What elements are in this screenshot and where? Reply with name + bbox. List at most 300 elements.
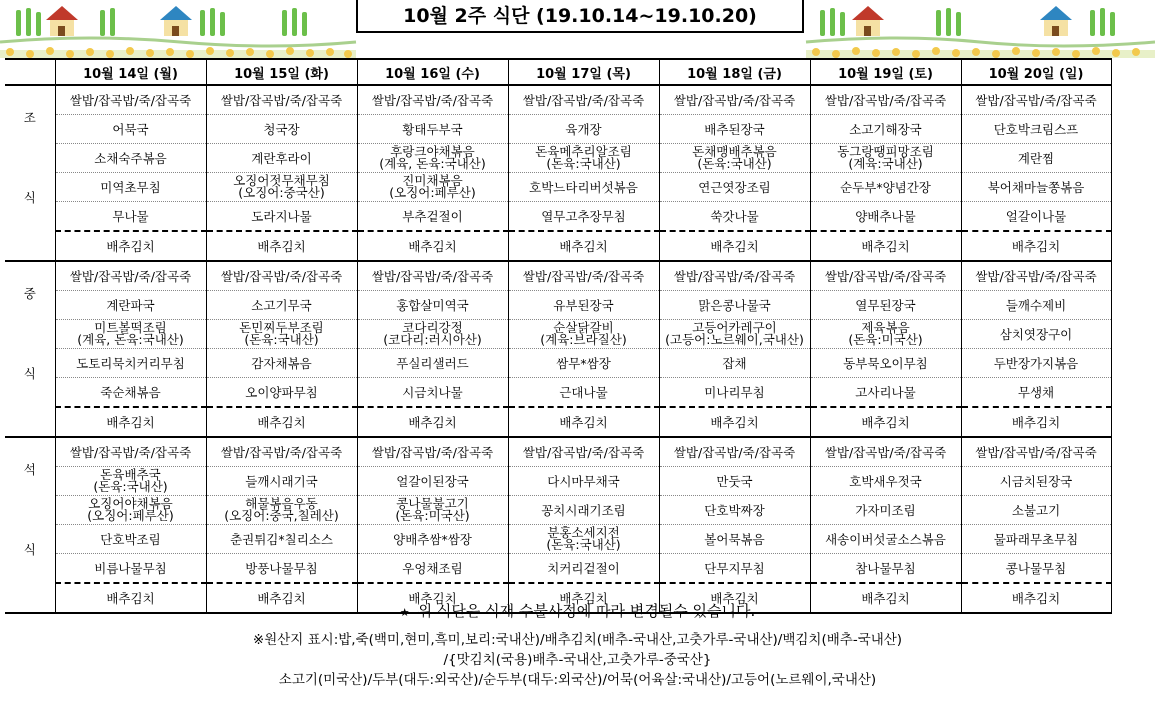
menu-item: 쌀밥/잡곡밥/죽/잡곡죽 — [824, 445, 947, 460]
menu-row — [5, 467, 1111, 496]
menu-cell — [659, 407, 810, 437]
menu-item: 방풍나물무침 — [245, 561, 318, 576]
menu-row — [5, 496, 1111, 525]
menu-cell — [810, 378, 961, 408]
menu-cell — [810, 496, 961, 525]
menu-item: 쌀밥/잡곡밥/죽/잡곡죽 — [69, 269, 192, 284]
menu-item: 단호박크림스프 — [993, 122, 1079, 137]
menu-item: 돈민찌두부조림 — [239, 320, 324, 335]
corner-cell — [5, 59, 55, 85]
menu-item: 오징어젓무채무침 — [233, 173, 330, 188]
menu-cell — [357, 320, 508, 349]
menu-row — [5, 554, 1111, 584]
menu-item: 배추김치 — [710, 591, 759, 606]
origin-line: 소고기(미국산)/두부(대두:외국산)/순두부(대두:외국산)/어묵(어육살:국내산)/고등어(노르웨이,국내산) — [278, 672, 877, 688]
menu-cell — [508, 496, 659, 525]
menu-cell — [961, 467, 1111, 496]
menu-cell — [659, 85, 810, 115]
menu-item: 배추김치 — [861, 591, 910, 606]
menu-item: 치커리겉절이 — [547, 561, 620, 576]
menu-body — [5, 85, 1111, 613]
menu-item: 미트볼떡조림 — [94, 320, 167, 335]
menu-cell — [508, 320, 659, 349]
menu-item: 청국장 — [263, 122, 300, 137]
menu-cell — [659, 554, 810, 584]
menu-cell — [659, 173, 810, 202]
day-header: 10월 14일 (월) — [55, 59, 206, 85]
menu-cell — [961, 378, 1111, 408]
meal-label-char: 중 — [23, 286, 36, 301]
menu-item: 양배추쌈*쌈장 — [393, 532, 472, 547]
menu-row — [5, 144, 1111, 173]
menu-cell — [659, 437, 810, 467]
weekly-menu-table — [5, 58, 1112, 614]
menu-item: 콩나물불고기 — [396, 496, 469, 511]
menu-cell — [55, 407, 206, 437]
menu-cell — [55, 554, 206, 584]
menu-item: 얼갈이나물 — [1005, 209, 1067, 224]
menu-cell — [810, 261, 961, 291]
menu-cell — [659, 525, 810, 554]
menu-cell — [206, 115, 357, 144]
banner-decoration-left — [0, 6, 356, 58]
origin-note: (코다리:러시아산) — [383, 332, 482, 347]
menu-cell — [659, 467, 810, 496]
menu-cell — [357, 291, 508, 320]
menu-cell — [961, 261, 1111, 291]
menu-item: 열무고추장무침 — [541, 209, 626, 224]
menu-item: 미나리무침 — [704, 385, 765, 400]
menu-cell — [508, 202, 659, 232]
origin-note: (돈육:국내산) — [546, 537, 621, 552]
menu-cell — [206, 320, 357, 349]
menu-item: 쌀밥/잡곡밥/죽/잡곡죽 — [522, 93, 645, 108]
menu-cell — [659, 144, 810, 173]
menu-item: 쌀밥/잡곡밥/죽/잡곡죽 — [522, 445, 645, 460]
menu-item: 돈육배추국 — [100, 467, 161, 482]
menu-cell — [55, 467, 206, 496]
menu-item: 순살닭갈비 — [553, 320, 614, 335]
menu-cell — [659, 291, 810, 320]
menu-item: 후랑크야채볶음 — [390, 144, 475, 159]
menu-cell — [55, 349, 206, 378]
origin-note: (돈육:미국산) — [395, 508, 470, 523]
menu-item: 꽁치시래기조림 — [541, 503, 626, 518]
menu-row — [5, 85, 1111, 115]
menu-cell — [810, 291, 961, 320]
menu-item: 쌀밥/잡곡밥/죽/잡곡죽 — [673, 445, 796, 460]
menu-item: 들깨시래기국 — [245, 474, 318, 489]
menu-item: 배추김치 — [257, 591, 306, 606]
menu-cell — [961, 231, 1111, 261]
menu-cell — [810, 525, 961, 554]
menu-item: 무생채 — [1017, 385, 1055, 400]
menu-cell — [357, 525, 508, 554]
menu-cell — [357, 467, 508, 496]
menu-item: 우엉채조림 — [402, 561, 463, 576]
menu-item: 배추김치 — [408, 415, 457, 430]
menu-row — [5, 231, 1111, 261]
menu-item: 소채숙주볶음 — [94, 151, 167, 166]
origin-note: (돈육:국내산) — [93, 479, 168, 494]
menu-item: 코다리강정 — [402, 320, 463, 335]
menu-cell — [357, 554, 508, 584]
menu-item: 배추김치 — [1011, 591, 1061, 606]
menu-row — [5, 437, 1111, 467]
meal-label-char: 식 — [23, 542, 36, 557]
menu-cell — [357, 407, 508, 437]
meal-label-char: 식 — [23, 190, 36, 205]
menu-cell — [206, 525, 357, 554]
menu-cell — [961, 554, 1111, 584]
menu-item: 단호박짜장 — [704, 503, 765, 518]
menu-item: 배추김치 — [1011, 415, 1061, 430]
menu-item: 고사리나물 — [855, 385, 916, 400]
menu-cell — [508, 525, 659, 554]
menu-item: 쌀밥/잡곡밥/죽/잡곡죽 — [522, 269, 645, 284]
menu-cell — [55, 144, 206, 173]
menu-item: 돈육메추리알조림 — [535, 144, 632, 159]
menu-cell — [961, 437, 1111, 467]
menu-item: 배추김치 — [710, 415, 759, 430]
menu-item: 배추김치 — [1011, 239, 1061, 254]
origin-notice — [0, 630, 1155, 690]
day-header: 10월 16일 (수) — [357, 59, 508, 85]
menu-item: 소불고기 — [1011, 503, 1061, 518]
origin-note: (계육:브라질산) — [540, 332, 627, 347]
menu-cell — [206, 261, 357, 291]
menu-item: 도라지나물 — [251, 209, 312, 224]
menu-cell — [206, 407, 357, 437]
origin-note: (계육, 돈육:국내산) — [77, 332, 184, 347]
menu-cell — [206, 291, 357, 320]
menu-cell — [55, 202, 206, 232]
menu-item: 죽순채볶음 — [100, 385, 161, 400]
banner-decoration-right — [806, 6, 1155, 58]
menu-item: 다시마무채국 — [547, 474, 620, 489]
menu-item: 배추김치 — [559, 239, 608, 254]
menu-row — [5, 349, 1111, 378]
origin-note: (돈육:국내산) — [546, 156, 621, 171]
origin-note: (오징어:중국산) — [238, 185, 325, 200]
menu-cell — [508, 554, 659, 584]
meal-label-char: 석 — [23, 462, 36, 477]
menu-cell — [508, 291, 659, 320]
menu-item: 시금치나물 — [402, 385, 463, 400]
menu-row — [5, 202, 1111, 232]
menu-cell — [961, 173, 1111, 202]
menu-cell — [206, 437, 357, 467]
menu-item: 동그랑땡피망조림 — [837, 144, 934, 159]
menu-item: 양배추나물 — [855, 209, 916, 224]
menu-cell — [357, 496, 508, 525]
menu-cell — [357, 231, 508, 261]
menu-item: 홍합살미역국 — [396, 298, 469, 313]
day-header: 10월 18일 (금) — [659, 59, 810, 85]
menu-item: 근대나물 — [559, 385, 608, 400]
menu-row — [5, 291, 1111, 320]
meal-label-char: 식 — [23, 366, 36, 381]
menu-cell — [508, 85, 659, 115]
day-header: 10월 19일 (토) — [810, 59, 961, 85]
menu-cell — [659, 496, 810, 525]
menu-cell — [659, 349, 810, 378]
menu-item: 쌀밥/잡곡밥/죽/잡곡죽 — [371, 93, 494, 108]
origin-note: (돈육:국내산) — [244, 332, 319, 347]
menu-cell — [810, 467, 961, 496]
menu-item: 들깨수제비 — [1005, 298, 1067, 313]
menu-item: 호박느타리버섯볶음 — [529, 180, 638, 195]
menu-item: 배추김치 — [106, 591, 155, 606]
menu-cell — [55, 291, 206, 320]
menu-item: 배추김치 — [710, 239, 759, 254]
menu-cell — [508, 378, 659, 408]
menu-cell — [508, 437, 659, 467]
menu-item: 배추김치 — [257, 415, 306, 430]
menu-item: 단호박조림 — [100, 532, 161, 547]
menu-cell — [961, 202, 1111, 232]
origin-note: (오징어:페루산) — [389, 185, 476, 200]
menu-cell — [357, 115, 508, 144]
day-header: 10월 17일 (목) — [508, 59, 659, 85]
menu-item: 쌀밥/잡곡밥/죽/잡곡죽 — [673, 269, 796, 284]
origin-note: (계육, 돈육:국내산) — [379, 156, 486, 171]
menu-item: 부추겉절이 — [402, 209, 463, 224]
origin-note: (돈육:국내산) — [697, 156, 772, 171]
menu-row — [5, 261, 1111, 291]
menu-row — [5, 173, 1111, 202]
menu-item: 시금치된장국 — [999, 474, 1073, 489]
menu-item: 북어채마늘쫑볶음 — [987, 180, 1085, 195]
menu-cell — [206, 378, 357, 408]
menu-cell — [55, 115, 206, 144]
menu-cell — [659, 320, 810, 349]
menu-item: 춘권튀김*칠리소스 — [230, 532, 333, 547]
menu-item: 동부묵오이무침 — [843, 356, 928, 371]
menu-cell — [357, 437, 508, 467]
menu-cell — [810, 173, 961, 202]
menu-item: 볼어묵볶음 — [704, 532, 765, 547]
menu-cell — [961, 407, 1111, 437]
origin-note: (오징어:중국,칠레산) — [224, 508, 339, 523]
menu-row — [5, 525, 1111, 554]
menu-item: 새송이버섯굴소스볶음 — [825, 532, 946, 547]
menu-item: 쌀밥/잡곡밥/죽/잡곡죽 — [220, 269, 343, 284]
menu-item: 배추김치 — [408, 591, 457, 606]
menu-cell — [508, 407, 659, 437]
menu-item: 얼갈이된장국 — [396, 474, 469, 489]
menu-row — [5, 115, 1111, 144]
menu-item: 분홍소세지전 — [547, 525, 620, 540]
menu-cell — [659, 115, 810, 144]
menu-item: 유부된장국 — [553, 298, 614, 313]
menu-item: 맑은콩나물국 — [698, 298, 771, 313]
menu-item: 소고기무국 — [251, 298, 312, 313]
menu-cell — [810, 144, 961, 173]
menu-cell — [206, 231, 357, 261]
menu-item: 미역초무침 — [100, 180, 161, 195]
menu-item: 황태두부국 — [402, 122, 463, 137]
menu-cell — [508, 349, 659, 378]
menu-item: 계란후라이 — [251, 151, 312, 166]
menu-cell — [357, 261, 508, 291]
menu-cell — [206, 467, 357, 496]
menu-item: 오이양파무침 — [245, 385, 318, 400]
menu-cell — [810, 202, 961, 232]
menu-row — [5, 407, 1111, 437]
menu-item: 제육볶음 — [861, 320, 910, 335]
menu-cell — [206, 202, 357, 232]
menu-item: 배추김치 — [106, 415, 155, 430]
menu-cell — [55, 525, 206, 554]
menu-cell — [810, 231, 961, 261]
menu-item: 배추김치 — [257, 239, 306, 254]
menu-item: 쌀밥/잡곡밥/죽/잡곡죽 — [975, 93, 1097, 108]
menu-cell — [357, 378, 508, 408]
change-notice — [0, 600, 1155, 621]
menu-cell — [508, 144, 659, 173]
menu-cell — [659, 202, 810, 232]
menu-item: 참나물무침 — [855, 561, 916, 576]
menu-cell — [810, 85, 961, 115]
menu-item: 어묵국 — [112, 122, 149, 137]
menu-cell — [659, 378, 810, 408]
meal-label — [5, 437, 55, 613]
menu-item: 콩나물무침 — [1005, 561, 1067, 576]
menu-item: 쌀밥/잡곡밥/죽/잡곡죽 — [371, 269, 494, 284]
menu-cell — [55, 173, 206, 202]
origin-note: (고등어:노르웨이,국내산) — [665, 332, 804, 347]
menu-item: 계란찜 — [1017, 151, 1055, 166]
menu-item: 잡채 — [722, 356, 747, 371]
menu-item: 진미채볶음 — [402, 173, 463, 188]
menu-cell — [206, 144, 357, 173]
day-header: 10월 15일 (화) — [206, 59, 357, 85]
menu-item: 열무된장국 — [855, 298, 916, 313]
menu-cell — [810, 349, 961, 378]
menu-cell — [810, 437, 961, 467]
origin-line: ※원산지 표시:밥,죽(백미,현미,흑미,보리:국내산)/배추김치(배추-국내산,고춧가루-국내산)/백김치(배추-국내산) — [252, 632, 903, 648]
meal-label — [5, 261, 55, 437]
menu-item: 쌀밥/잡곡밥/죽/잡곡죽 — [975, 445, 1097, 460]
menu-item: 만둣국 — [716, 474, 753, 489]
origin-note: (계육:국내산) — [848, 156, 923, 171]
menu-item: 돈채맹배추볶음 — [692, 144, 777, 159]
menu-item: 배추김치 — [559, 415, 608, 430]
menu-cell — [206, 85, 357, 115]
star-icon: ★ — [399, 606, 410, 619]
menu-cell — [961, 144, 1111, 173]
menu-item: 쑥갓나물 — [710, 209, 759, 224]
menu-item: 푸실리샐러드 — [396, 356, 469, 371]
menu-cell — [659, 231, 810, 261]
origin-note: (오징어:페루산) — [87, 508, 174, 523]
page-title: 10월 2주 식단 (19.10.14~19.10.20) — [356, 0, 804, 33]
menu-item: 단무지무침 — [704, 561, 765, 576]
menu-cell — [961, 85, 1111, 115]
menu-item: 쌀밥/잡곡밥/죽/잡곡죽 — [824, 93, 947, 108]
menu-item: 두반장가지볶음 — [993, 356, 1079, 371]
menu-cell — [810, 320, 961, 349]
menu-item: 도토리묵치커리무침 — [76, 356, 185, 371]
menu-cell — [206, 173, 357, 202]
menu-cell — [55, 437, 206, 467]
day-header-row — [5, 59, 1111, 85]
menu-cell — [55, 320, 206, 349]
menu-item: 감자채볶음 — [251, 356, 312, 371]
menu-item: 연근엿장조림 — [698, 180, 771, 195]
menu-item: 삼치엿장구이 — [999, 327, 1073, 342]
menu-cell — [961, 496, 1111, 525]
menu-item: 해물볶음우동 — [245, 496, 318, 511]
menu-cell — [357, 144, 508, 173]
menu-cell — [206, 349, 357, 378]
menu-cell — [357, 202, 508, 232]
menu-cell — [961, 115, 1111, 144]
menu-cell — [357, 173, 508, 202]
menu-item: 배추김치 — [408, 239, 457, 254]
menu-item: 쌀밥/잡곡밥/죽/잡곡죽 — [220, 93, 343, 108]
menu-cell — [961, 349, 1111, 378]
menu-cell — [357, 349, 508, 378]
menu-cell — [508, 467, 659, 496]
menu-cell — [357, 85, 508, 115]
menu-item: 호박새우젓국 — [849, 474, 922, 489]
menu-cell — [206, 496, 357, 525]
menu-item: 순두부*양념간장 — [840, 180, 931, 195]
menu-cell — [508, 261, 659, 291]
menu-cell — [508, 115, 659, 144]
menu-item: 쌀밥/잡곡밥/죽/잡곡죽 — [371, 445, 494, 460]
menu-item: 쌀밥/잡곡밥/죽/잡곡죽 — [69, 445, 192, 460]
menu-item: 계란파국 — [106, 298, 155, 313]
menu-item: 배추김치 — [861, 415, 910, 430]
menu-item: 물파래무초무침 — [993, 532, 1079, 547]
origin-line: /{맛김치(국용)배추-국내산,고춧가루-중국산} — [443, 652, 712, 668]
menu-cell — [55, 378, 206, 408]
menu-item: 쌀밥/잡곡밥/죽/잡곡죽 — [975, 269, 1097, 284]
menu-cell — [508, 173, 659, 202]
menu-cell — [206, 554, 357, 584]
menu-item: 쌀밥/잡곡밥/죽/잡곡죽 — [69, 93, 192, 108]
meal-label-char: 조 — [23, 110, 36, 125]
menu-item: 소고기해장국 — [849, 122, 922, 137]
menu-row — [5, 320, 1111, 349]
day-header: 10월 20일 (일) — [961, 59, 1111, 85]
menu-item: 쌈무*쌈장 — [556, 356, 611, 371]
menu-cell — [55, 496, 206, 525]
menu-item: 배추된장국 — [704, 122, 765, 137]
menu-cell — [810, 115, 961, 144]
menu-cell — [810, 554, 961, 584]
menu-cell — [659, 261, 810, 291]
menu-cell — [810, 407, 961, 437]
menu-item: 배추김치 — [106, 239, 155, 254]
menu-item: 육개장 — [565, 122, 602, 137]
menu-cell — [508, 231, 659, 261]
menu-item: 쌀밥/잡곡밥/죽/잡곡죽 — [220, 445, 343, 460]
menu-cell — [961, 291, 1111, 320]
menu-item: 고등어카레구이 — [692, 320, 777, 335]
menu-item: 비름나물무침 — [94, 561, 167, 576]
origin-note: (돈육:미국산) — [848, 332, 923, 347]
menu-row — [5, 378, 1111, 408]
change-notice-text: 위 식단은 식재 수불사정에 따라 변경될수 있습니다. — [417, 602, 756, 620]
menu-item: 무나물 — [112, 209, 149, 224]
menu-item: 오징어야채볶음 — [88, 496, 173, 511]
menu-cell — [55, 231, 206, 261]
menu-cell — [961, 525, 1111, 554]
